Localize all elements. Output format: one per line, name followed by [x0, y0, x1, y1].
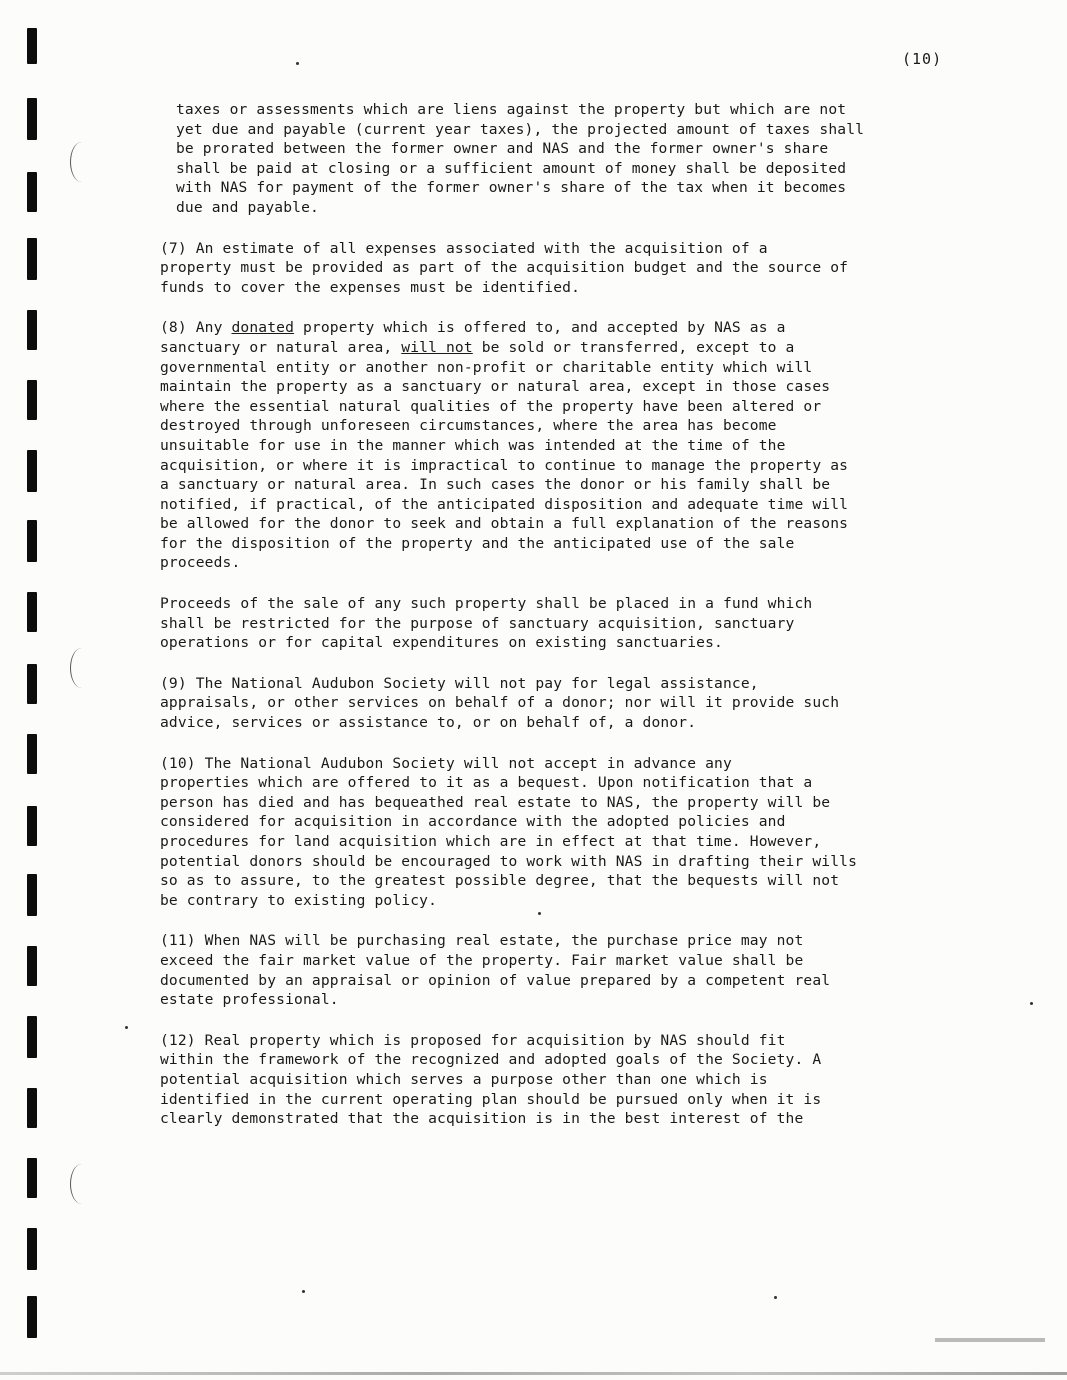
binding-mark	[27, 1088, 37, 1128]
paragraph-8-mid: property which is offered to, and accepted by NAS as a sanctuary or natural area,	[160, 319, 786, 356]
scan-bottom-edge	[0, 1372, 1067, 1375]
paragraph-7: (7) An estimate of all expenses associated with the acquisition of a property must be provided as part of the acquisition budget and the source of funds to cover the expenses must be identified.	[160, 239, 849, 296]
binding-mark	[27, 450, 37, 492]
binding-mark	[27, 806, 37, 846]
paragraph-11: (11) When NAS will be purchasing real estate, the purchase price may not exceed the fair market value of the property. Fair market value shall be documented by an appraisal or opinion of value prepared by a competent real estate professional.	[160, 932, 831, 1009]
paragraph-8	[160, 318, 950, 573]
binding-mark	[27, 874, 37, 916]
underlined-donated: donated	[231, 319, 295, 337]
underlined-will-not: will not	[401, 338, 473, 356]
scan-speck	[125, 1026, 128, 1029]
punch-hole-arc	[70, 1164, 93, 1204]
binding-mark	[27, 520, 37, 562]
scan-speck	[774, 1296, 777, 1299]
scan-speck	[1030, 1002, 1033, 1005]
binding-mark	[27, 1228, 37, 1270]
page-number: (10)	[902, 50, 943, 68]
punch-hole-arc	[70, 142, 93, 182]
binding-mark	[27, 1016, 37, 1058]
binding-mark	[27, 1296, 37, 1338]
paragraph-9: (9) The National Audubon Society will not pay for legal assistance, appraisals, or other services on behalf of a donor; nor will it provide such advice, services or assistance to, or on behalf of, a donor.	[160, 674, 840, 732]
punch-hole-arc	[70, 648, 93, 688]
paragraph-8-rest: be sold or transferred, except to a governmental entity or another non-profit or charitable entity which will maintain the property as a sanctuary or natural area, except in those cases where the essential natural qualities of the property have been altered or destroyed through unforeseen circumstances, where the area has become unsuitable for use in the manner which was intended at the time of the acquisition, or where it is impractical to continue to manage the property as a sanctuary or natural area. In such cases the donor or his family shall be notified, if practical, of the anticipated disposition and adequate time will be allowed for the donor to seek and obtain a full explanation of the reasons for the disposition of the property and the anticipated use of the sale proceeds.	[160, 338, 849, 572]
binding-mark	[27, 310, 37, 350]
binding-mark	[27, 734, 37, 774]
binding-mark	[27, 172, 37, 212]
paragraph-12: (12) Real property which is proposed for acquisition by NAS should fit within the framework of the recognized and adopted goals of the Society. A potential acquisition which serves a purpose other than one which is identified in the current operating plan should be pursued only when it is clearly demonstrated that the acquisition is in the best interest of the	[160, 1031, 822, 1128]
paragraph-proceeds: Proceeds of the sale of any such property shall be placed in a fund which shall be restricted for the purpose of sanctuary acquisition, sanctuary operations or for capital expenditures on existing sanctuaries.	[160, 595, 813, 652]
paragraph-8-lead: (8) Any	[160, 319, 232, 337]
binding-mark	[27, 28, 37, 64]
binding-mark	[27, 1158, 37, 1198]
paragraph-taxes-continued: taxes or assessments which are liens against the property but which are not yet due and payable (current year taxes), the projected amount of taxes shall be prorated between the former owner and NAS and the former owner's share shall be paid at closing or a sufficient amount of money shall be deposited with NAS for payment of the former owner's share of the tax when it becomes due and payable.	[176, 101, 865, 216]
scan-smudge	[935, 1338, 1045, 1342]
scan-speck	[302, 1290, 305, 1293]
binding-mark	[27, 592, 37, 632]
binding-mark	[27, 238, 37, 280]
scan-speck	[538, 912, 541, 915]
binding-strip	[0, 0, 60, 1380]
binding-mark	[27, 380, 37, 420]
body-text	[160, 100, 950, 1150]
paragraph-10: (10) The National Audubon Society will not accept in advance any properties which are offered to it as a bequest. Upon notification that a person has died and has bequeathed real estate to NAS, the property will be considered for acquisition in accordance with the adopted policies and procedures for land acquisition which are in effect at that time. However, potential donors should be encouraged to work with NAS in drafting their wills so as to assure, to the greatest possible degree, that the bequests will not be contrary to existing policy.	[160, 754, 858, 909]
binding-mark	[27, 946, 37, 986]
binding-mark	[27, 664, 37, 704]
binding-mark	[27, 98, 37, 140]
scan-speck	[296, 62, 299, 65]
